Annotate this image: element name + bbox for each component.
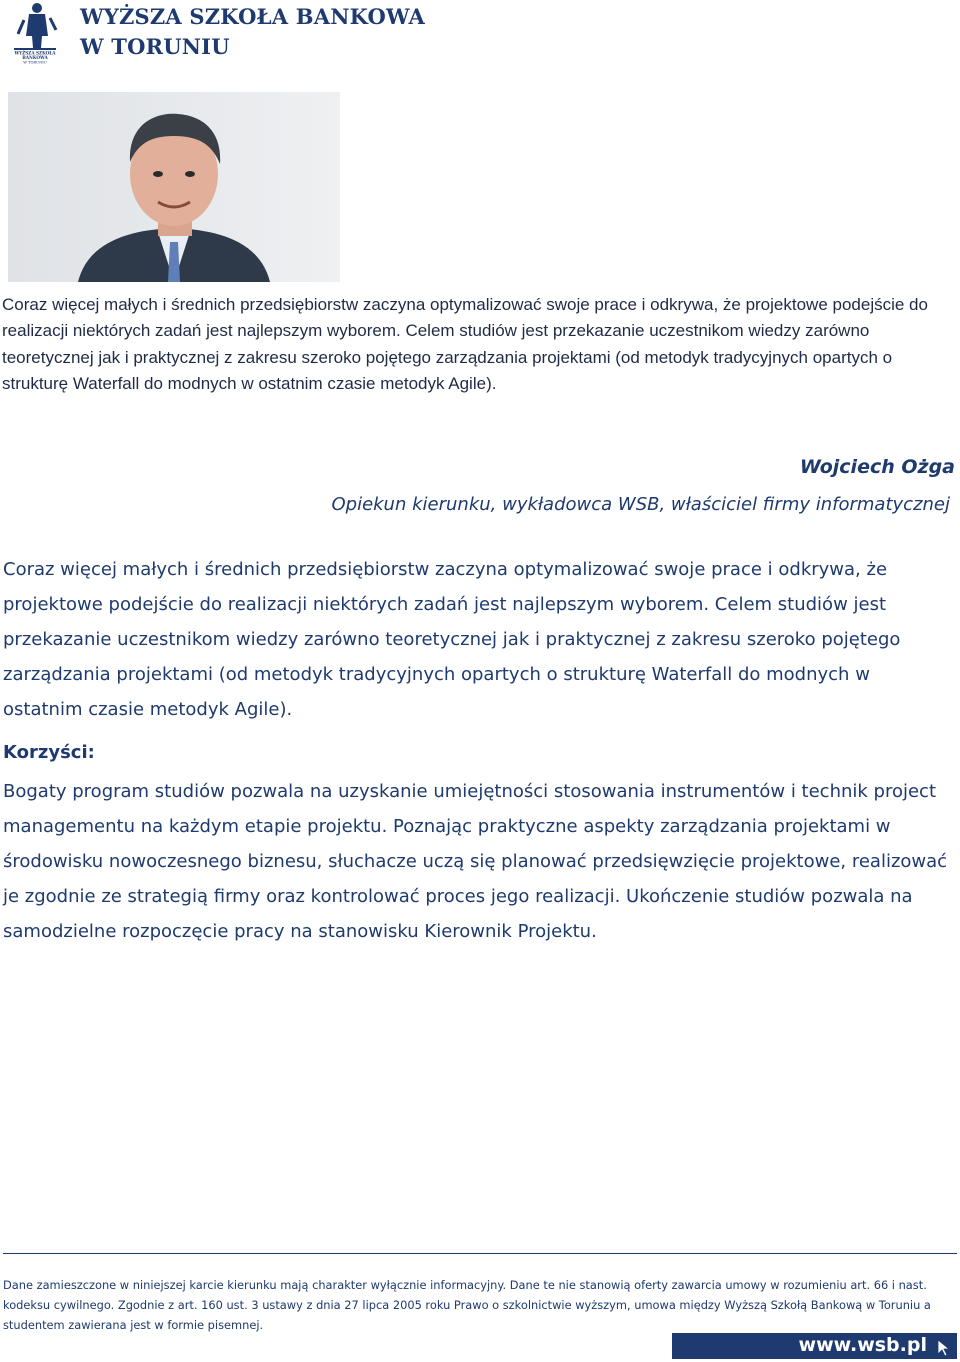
author-role: Opiekun kierunku, wykładowca WSB, właściciel firmy informatycznej — [331, 494, 950, 515]
footer-url-bar[interactable] — [672, 1333, 957, 1359]
university-emblem-icon — [4, 0, 64, 64]
benefits-heading: Korzyści: — [3, 742, 95, 763]
author-name: Wojciech Ożga — [799, 456, 955, 478]
person-photo-icon — [8, 92, 340, 282]
website-link[interactable]: www.wsb.pl — [798, 1334, 927, 1356]
author-photo — [8, 92, 340, 282]
benefits-paragraph: Bogaty program studiów pozwala na uzyskanie umiejętności stosowania instrumentów i technik project managementu na każdym etapie projektu. Poznając praktyczne aspekty zarządzania projektami w środowisku nowoczesnego biznesu, słuchacze uczą się planować przedsięwzięcie projektowe, realizować je zgodnie ze strategią firmy oraz kontrolować proces jego realizacji. Ukończenie studiów pozwala na samodzielne rozpoczęcie pracy na stanowisku Kierownik Projektu. — [3, 781, 948, 942]
footer-divider — [3, 1253, 957, 1254]
intro-paragraph: Coraz więcej małych i średnich przedsiębiorstw zaczyna optymalizować swoje prace i odkrywa, że projektowe podejście do realizacji niektórych zadań jest najlepszym wyborem. Celem studiów jest przekazanie uczestnikom wiedzy zarówno teoretycznej jak i praktycznej z zakresu szeroko pojętego zarządzania projektami (od metodyk tradycyjnych opartych o strukturę Waterfall do modnych w ostatnim czasie metodyk Agile). — [2, 295, 928, 393]
emblem-caption-1: WYŻSZA SZKOŁA — [14, 50, 56, 56]
logo-title-line2: W TORUNIU — [80, 34, 230, 59]
footer-disclaimer: Dane zamieszczone w niniejszej karcie kierunku mają charakter wyłącznie informacyjny. Dane te nie stanowią oferty zawarcia umowy w rozumieniu art. 66 i nast. kodeksu cywilnego. Zgodnie z art. 160 ust. 3 ustawy z dnia 27 lipca 2005 roku Prawo o szkolnictwie wyższym, umowa między Wyższą Szkołą Bankową w Toruniu a studentem zawierana jest w formie pisemnej. — [3, 1278, 931, 1332]
logo-title-line1: WYŻSZA SZKOŁA BANKOWA — [80, 4, 425, 29]
page-header — [0, 0, 960, 70]
description-paragraph: Coraz więcej małych i średnich przedsiębiorstw zaczyna optymalizować swoje prace i odkrywa, że projektowe podejście do realizacji niektórych zadań jest najlepszym wyborem. Celem studiów jest przekazanie uczestnikom wiedzy zarówno teoretycznej jak i praktycznej z zakresu szeroko pojętego zarządzania projektami (od metodyk tradycyjnych opartych o strukturę Waterfall do modnych w ostatnim czasie metodyk Agile). — [3, 559, 901, 720]
emblem-caption-2: BANKOWA — [22, 55, 48, 60]
cursor-arrow-icon — [937, 1339, 951, 1357]
emblem-caption-3: W TORUNIU — [23, 60, 47, 64]
